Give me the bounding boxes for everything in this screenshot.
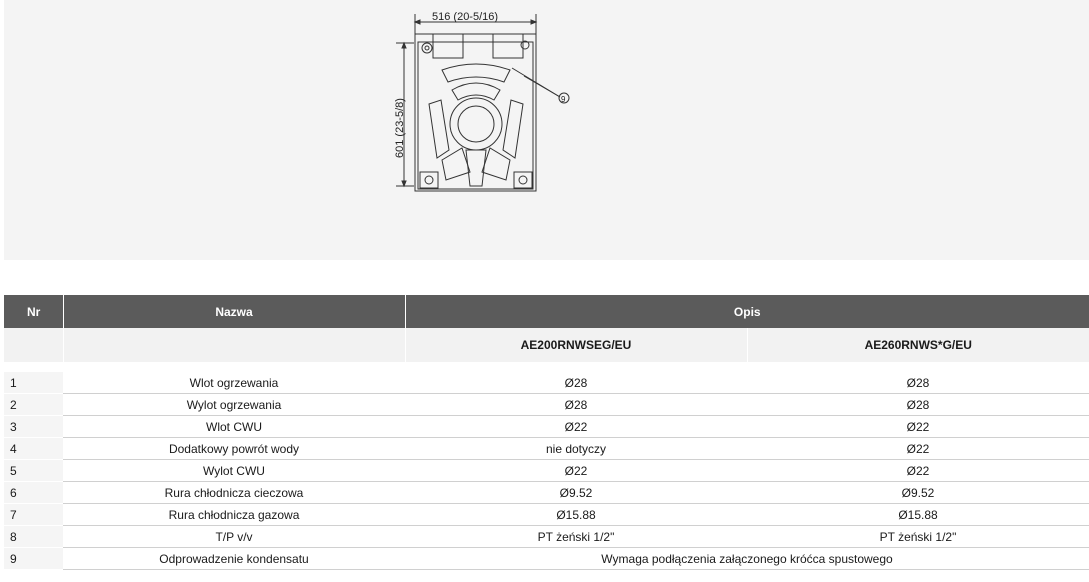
port-circle	[425, 46, 429, 50]
row-nr: 6	[4, 482, 63, 504]
row-name: Odprowadzenie kondensatu	[63, 548, 405, 570]
left-rib	[429, 100, 449, 158]
model-empty-cell	[63, 328, 405, 362]
spacer-row	[4, 362, 1089, 372]
row-value-model-2: Ø15.88	[747, 504, 1089, 526]
table-row	[4, 526, 1089, 548]
row-name: Wylot ogrzewania	[63, 394, 405, 416]
row-name: Wylot CWU	[63, 460, 405, 482]
table-row	[4, 394, 1089, 416]
row-value-model-2: Ø28	[747, 372, 1089, 394]
row-value-model-1: Ø15.88	[405, 504, 747, 526]
row-nr: 8	[4, 526, 63, 548]
row-name: Dodatkowy powrót wody	[63, 438, 405, 460]
header-name: Nazwa	[63, 295, 405, 328]
row-value-model-1: Ø22	[405, 460, 747, 482]
row-value-model-1: nie dotyczy	[405, 438, 747, 460]
row-value-model-2: Ø22	[747, 416, 1089, 438]
table-row	[4, 460, 1089, 482]
table-header-row	[4, 295, 1089, 328]
foot-left	[420, 172, 438, 188]
model-empty-cell	[4, 328, 63, 362]
central-boss-inner	[458, 106, 494, 142]
top-web	[452, 83, 500, 100]
bottom-view-drawing	[4, 0, 1089, 260]
port-circle	[422, 43, 432, 53]
table-row	[4, 504, 1089, 526]
row-name: Rura chłodnicza cieczowa	[63, 482, 405, 504]
row-nr: 1	[4, 372, 63, 394]
row-value-model-1: PT żeński 1/2"	[405, 526, 747, 548]
drawing-panel	[4, 0, 1089, 260]
leader-line	[524, 76, 560, 97]
row-value-model-2: Ø28	[747, 394, 1089, 416]
header-description: Opis	[405, 295, 1089, 328]
row-value-model-2: Ø9.52	[747, 482, 1089, 504]
lower-left-web	[442, 148, 470, 180]
row-nr: 4	[4, 438, 63, 460]
row-nr: 5	[4, 460, 63, 482]
foot-right	[514, 172, 532, 188]
table-row	[4, 416, 1089, 438]
table-row	[4, 372, 1089, 394]
upper-web	[442, 64, 510, 82]
row-value-model-2: PT żeński 1/2"	[747, 526, 1089, 548]
row-value-model-2: Ø22	[747, 438, 1089, 460]
spec-table	[4, 295, 1089, 570]
row-value-model-2: Ø22	[747, 460, 1089, 482]
arrow	[531, 20, 536, 24]
row-value-model-1: Ø28	[405, 372, 747, 394]
lower-right-web	[482, 148, 510, 180]
connection-box-left	[433, 34, 463, 58]
foot-hole	[519, 176, 527, 184]
foot-hole	[425, 176, 433, 184]
arrow	[415, 20, 420, 24]
row-nr: 3	[4, 416, 63, 438]
row-value-merged: Wymaga podłączenia załączonego króćca spustowego	[405, 548, 1089, 570]
arrow	[402, 181, 406, 186]
connection-box-right	[493, 34, 523, 58]
table-row	[4, 438, 1089, 460]
header-nr: Nr	[4, 295, 63, 328]
model-2: AE260RNWS*G/EU	[747, 328, 1089, 362]
row-name: T/P v/v	[63, 526, 405, 548]
row-name: Wlot CWU	[63, 416, 405, 438]
row-value-model-1: Ø9.52	[405, 482, 747, 504]
row-nr: 7	[4, 504, 63, 526]
table-row	[4, 482, 1089, 504]
row-name: Wlot ogrzewania	[63, 372, 405, 394]
row-name: Rura chłodnicza gazowa	[63, 504, 405, 526]
row-value-model-1: Ø22	[405, 416, 747, 438]
arrow	[402, 43, 406, 48]
callout-label: 9	[561, 95, 566, 104]
row-nr: 2	[4, 394, 63, 416]
model-row	[4, 328, 1089, 362]
right-rib	[503, 100, 523, 158]
table-row	[4, 548, 1089, 570]
row-nr: 9	[4, 548, 63, 570]
width-dimension-label: 516 (20-5/16)	[432, 11, 499, 23]
height-dimension-label: 601 (23-5/8)	[394, 98, 406, 158]
row-value-model-1: Ø28	[405, 394, 747, 416]
model-1: AE200RNWSEG/EU	[405, 328, 747, 362]
